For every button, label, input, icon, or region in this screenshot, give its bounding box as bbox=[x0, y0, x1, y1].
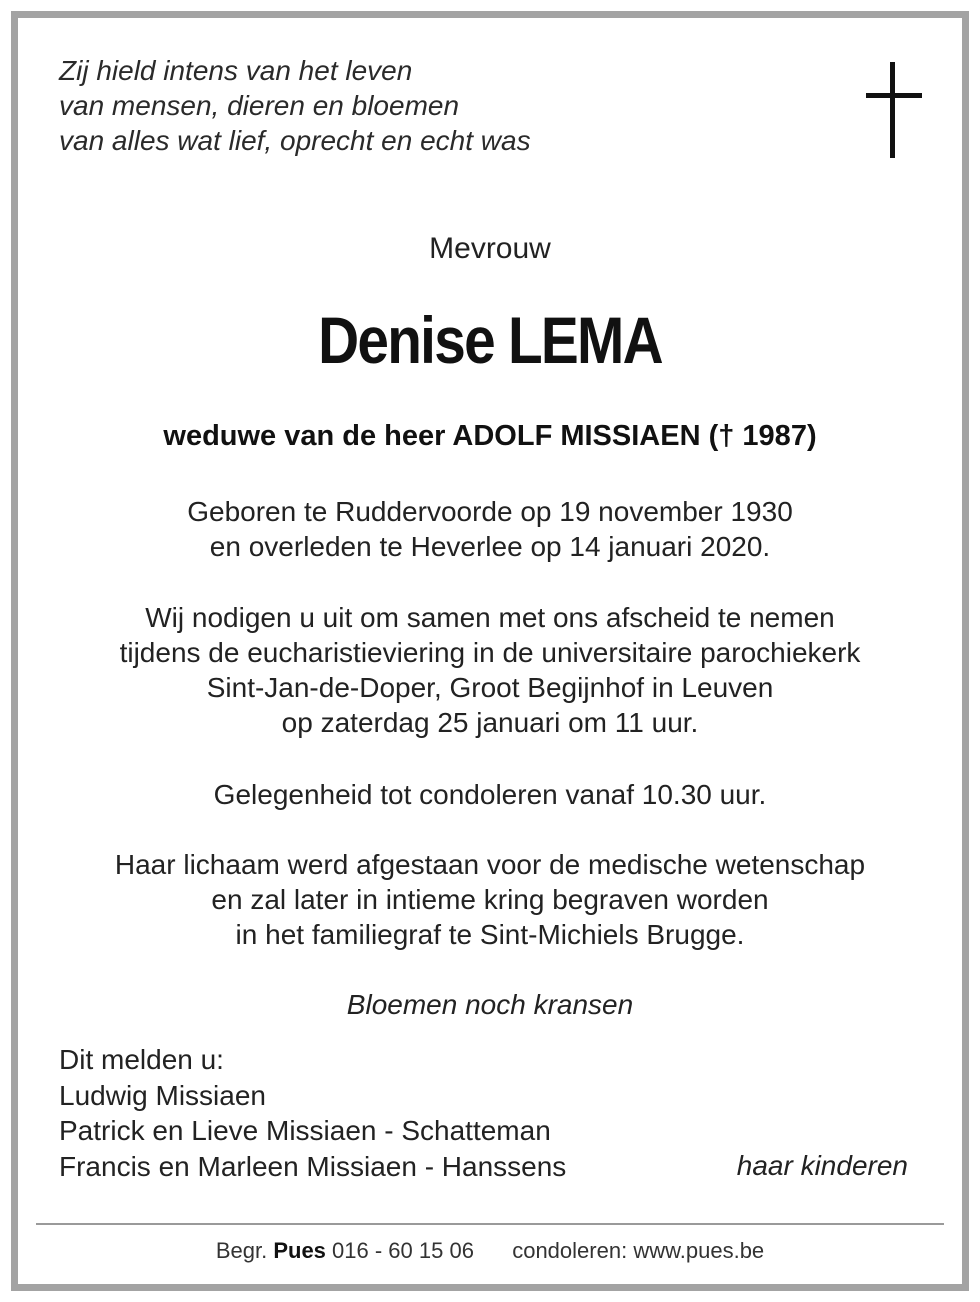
footer-divider bbox=[36, 1223, 944, 1225]
service-invitation bbox=[0, 600, 980, 740]
condolence-time: Gelegenheid tot condoleren vanaf 10.30 uur. bbox=[213, 779, 767, 810]
flowers-note: Bloemen noch kransen bbox=[346, 989, 634, 1020]
service-line: op zaterdag 25 januari om 11 uur. bbox=[281, 707, 699, 738]
funeral-home-name: Pues bbox=[273, 1238, 326, 1263]
relation-label: haar kinderen bbox=[736, 1150, 908, 1181]
cross-horizontal-bar bbox=[866, 93, 922, 98]
widow-of-line: weduwe van de heer ADOLF MISSIAEN († 1987) bbox=[163, 420, 817, 452]
donation-line: in het familiegraf te Sint-Michiels Brugge. bbox=[235, 919, 745, 950]
signer-name: Ludwig Missiaen bbox=[59, 1079, 266, 1111]
life-line: en overleden te Heverlee op 14 januari 2020. bbox=[209, 531, 771, 562]
condolence-website-link[interactable]: www.pues.be bbox=[633, 1238, 765, 1263]
service-line: Sint-Jan-de-Doper, Groot Begijnhof in Leuven bbox=[206, 672, 774, 703]
deceased-name: Denise LEMA bbox=[318, 303, 662, 377]
poem-line: van mensen, dieren en bloemen bbox=[59, 90, 460, 121]
life-line: Geboren te Ruddervoorde op 19 november 1930 bbox=[187, 496, 793, 527]
footer-prefix: Begr. bbox=[215, 1238, 268, 1263]
signer-name: Patrick en Lieve Missiaen - Schatteman bbox=[59, 1115, 551, 1146]
opening-poem bbox=[59, 53, 531, 158]
condolence-label: condoleren: bbox=[512, 1238, 628, 1263]
donation-line: Haar lichaam werd afgestaan voor de medische wetenschap bbox=[114, 849, 866, 880]
signer-name: Francis en Marleen Missiaen - Hanssens bbox=[59, 1150, 567, 1182]
service-line: tijdens de eucharistieviering in de universitaire parochiekerk bbox=[119, 637, 861, 668]
life-dates bbox=[0, 494, 980, 564]
funeral-home-phone: 016 - 60 15 06 bbox=[332, 1238, 474, 1263]
cross-vertical-bar bbox=[890, 62, 895, 158]
poem-line: Zij hield intens van het leven bbox=[59, 55, 413, 86]
announcement-intro: Dit melden u: bbox=[59, 1044, 224, 1075]
donation-line: en zal later in intieme kring begraven worden bbox=[211, 884, 769, 915]
poem-line: van alles wat lief, oprecht en echt was bbox=[59, 125, 531, 156]
body-donation-note bbox=[0, 847, 980, 952]
honorific: Mevrouw bbox=[429, 232, 551, 265]
cross-icon bbox=[866, 62, 922, 158]
funeral-home-footer bbox=[0, 1236, 980, 1266]
service-line: Wij nodigen u uit om samen met ons afscheid te nemen bbox=[145, 602, 835, 633]
announcement-signers bbox=[59, 1042, 566, 1184]
